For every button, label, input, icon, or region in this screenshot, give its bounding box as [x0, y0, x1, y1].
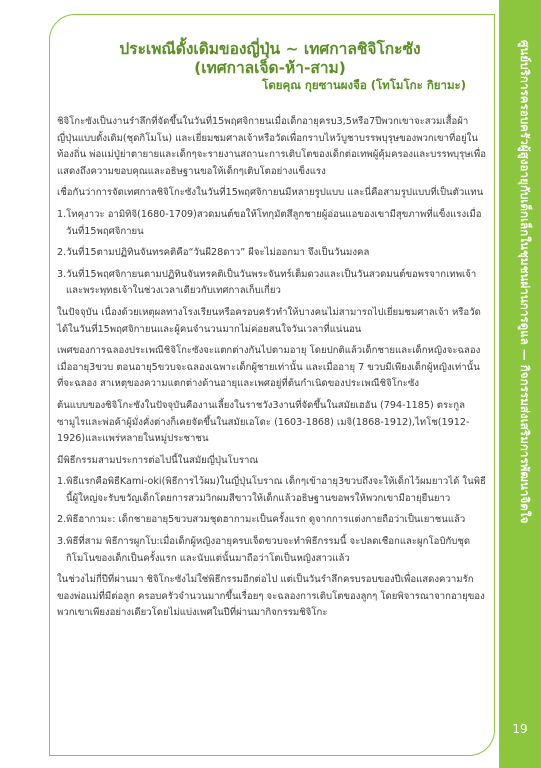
- paragraph-origins: เชื่อกันว่าการจัดเทศกาลชิจิโกะซังในวันที่15พฤศจิกายนมีหลายรูปแบบ และนี่คือสามรูปแบบที่เป็นตัวแทน: [57, 187, 484, 199]
- paragraph-today: ในปัจจุบัน เนื่องด้วยเหตุผลทางโรงเรียนหรือครอบครัวทำให้บางคนไม่สามารถไปเยี่ยมชมศาลเจ้า หรือวัดได้ในวันที่15พฤศจิกายนและผู้คนจำนวนมากไม่ค่อยสนใจวันเวลาที่แน่นอน: [57, 306, 481, 335]
- title-line-2: (เทศกาลเจ็ด-ห้า-สาม): [194, 59, 346, 77]
- title-line-1: ประเพณีดั้งเดิมของญี่ปุ่น ~ เทศกาลชิจิโกะซัง: [119, 40, 421, 58]
- article-title: [70, 40, 470, 78]
- paragraph-intro: ชิจิโกะซังเป็นงานรำลึกที่จัดขึ้นในวันที่15พฤศจิกายนเมื่อเด็กอายุครบ3,5หรือ7ปีพวกเขาจะสวมเสื้อผ้าญี่ปุ่นแบบดั้งเดิม(ชุดกิโมโน) และเยี่ยมชมศาลเจ้าหรือวัดเพื่อกราบไหว้บูชาบรรพบุรุษของพวกเขาที่อยู่ในท้องถิ่น พ่อแม่ปู่ย่าตายายและเด็กๆจะรายงานสถานะการเติบโตของเด็กต่อเทพผู้คุ้มครองและบรรพบุรุษเพื่อแสดงถึงความขอบคุณและอธิษฐานขอให้เด็กๆเติบโตอย่างแข็งแรง: [57, 116, 486, 177]
- list-item-ritual-1: 1.พิธีแรกคือพิธีKami-oki(พิธีการไว้ผม)ในญี่ปุ่นโบราณ เด็กๆเข้าอายุ3ขวบถึงจะให้เด็กไว้ผมยาวได้ ในพิธีนี้ผู้ใหญ่จะรับขวัญเด็กโดยการสวมวิกผมสีขาวให้เด็กแล้วอธิษฐานขอพรให้พวกเขามีอายุยืนยาว: [57, 476, 486, 504]
- list-item-ritual-3: 3.พิธีที่สาม พิธีการผูกโบ:เมื่อเด็กผู้หญิงอายุครบเจ็ดขวบจะทำพิธีกรรมนี้ จะปลดเชือกและผูกโอบิกับชุดกิโมโนของเด็กเป็นครั้งแรก และนับแต่นั้นมาถือว่าโตเป็นหญิงสาวแล้ว: [57, 536, 471, 564]
- paragraph-recent: ในช่วงไม่กี่ปีที่ผ่านมา ชิจิโกะซังไม่ใช่พิธีกรรมอีกต่อไป แต่เป็นวันรำลึกครบรอบของปีเพื่อแสดงความรักของพ่อแม่ที่มีต่อลูก ครอบครัวจำนวนมากขึ้นเรื่อยๆ จะฉลองการเติบโตของลูกๆ โดยพิจารณาจากอายุของพวกเขาเพียงอย่างเดียวโดยไม่แบ่งเพศในปีที่ผ่านมากิจกรรมชิจิโกะ: [57, 574, 485, 619]
- page-number: 19: [512, 722, 528, 736]
- sidebar-running-title: ศูนย์บริการครอบครัวผู้สูงอายุกับเด็กเล็กในชุมชนผ่านการดูแล — กิจกรรมส่งเสริมการพัฒนาจิตใจ: [518, 40, 532, 524]
- list-item-origin-1: 1.โทคุงาวะ อามิทิจิ(1680-1709)สวดมนต์ขอให้โทกุมัตสึลูกชายผู้อ่อนแอของเขามีสุขภาพที่แข็งแรงเมื่อวันที่15พฤศจิกายน: [57, 208, 482, 237]
- list-item-ritual-2: 2.พิธีฮากามะ: เด็กชายอายุ5ขวบสวมชุดฮากามะเป็นครั้งแรก ดูจากการแต่งกายถือว่าเป็นเยาชนแล้ว: [57, 514, 466, 526]
- article-body: [57, 114, 486, 627]
- list-item-origin-2: 2.วันที่15ตามปฏิทินจันทรคติคือ“วันผี28ดาว” ผีจะไม่ออกมา จึงเป็นวันมงคล: [57, 247, 370, 259]
- paragraph-gender: เพศของการฉลองประเพณีชิจิโกะซังจะแตกต่างกันไปตามอายุ โดยปกติแล้วเด็กชายและเด็กหญิงจะฉลองเมื่ออายุ3ขวบ ตอนอายุ5ขวบจะฉลองเฉพาะเด็กผู้ชายเท่านั้น และเมื่ออายุ 7 ขวบมีเพียงเด็กผู้หญิงเท่านั้นที่จะฉลอง สาเหตุของความแตกต่างด้านอายุและเพศอยู่ที่ต้นกำเนิดของประเพณีชิจิโกะซัง: [57, 345, 481, 390]
- paragraph-history: ต้นแบบของชิจิโกะซังในปัจจุบันคืองานเลี้ยงในราชวัง3งานที่จัดขึ้นในสมัยเฮอัน (794-1185) ตระกูลซามูไรและพ่อค้าผู้มั่งคั่งต่างก็เคยจัดขึ้นในสมัยเอโดะ (1603-1868) เมจิ(1868-1912),ไทโช(1912-1926)และแพร่หลายในหมู่ประชาชน: [57, 399, 470, 445]
- list-item-origin-3: 3.วันที่15พฤศจิกายนตามปฏิทินจันทรคติเป็นวันพระจันทร์เต็มดวงและเป็นวันสวดมนต์ขอพรจากเทพเจ้า และพระพุทธเจ้าในช่วงเวลาเดียวกับเทศกาลเก็บเกี่ยว: [57, 268, 477, 297]
- paragraph-rituals-intro: มีพิธีกรรมสามประการต่อไปนี้ในสมัยญี่ปุ่นโบราณ: [57, 454, 259, 466]
- author-line: โดยคุณ กุยซานผงจือ (โทโมโกะ กิยามะ): [262, 78, 466, 92]
